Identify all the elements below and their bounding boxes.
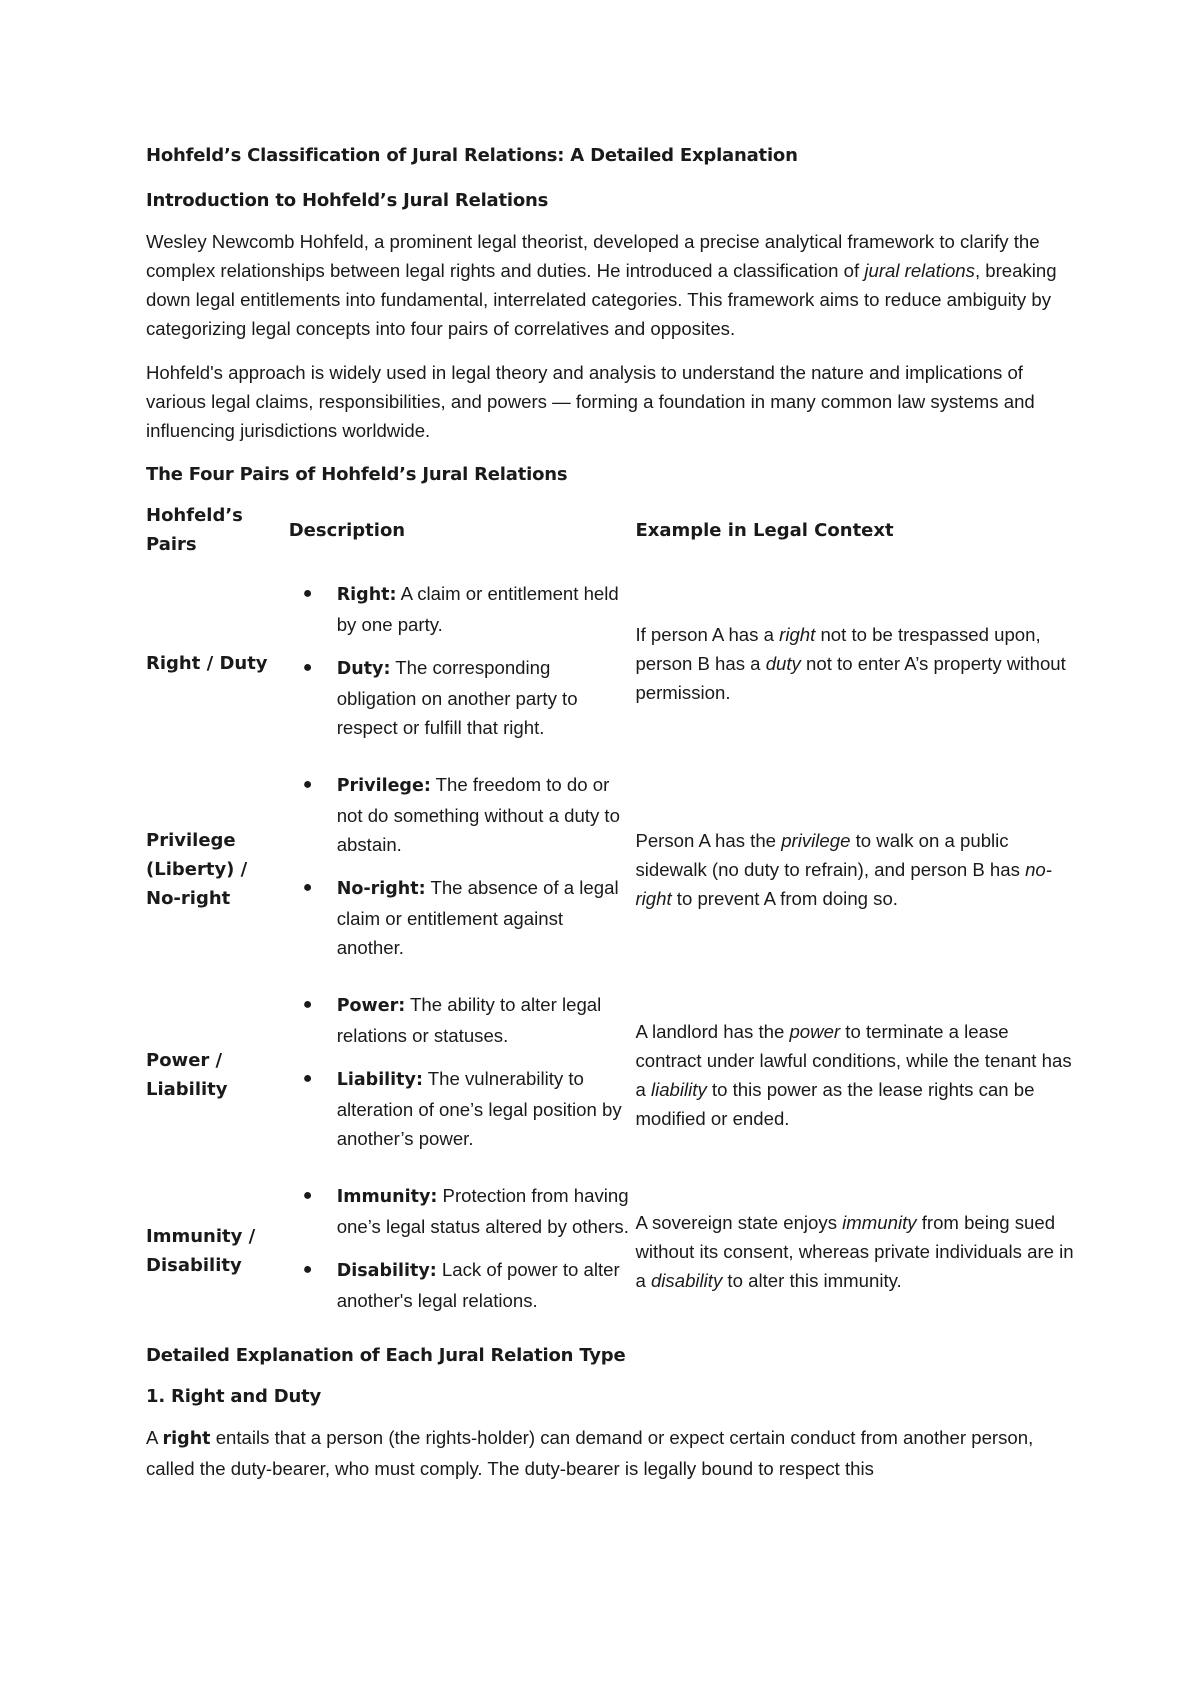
bullet-icon: ● xyxy=(302,1070,313,1087)
example-text: not to enter A’s property without permission. xyxy=(635,653,1066,703)
intro-p1-text-a: Wesley Newcomb Hohfeld, a prominent legal theorist, developed a precise analytical framework to clarify the complex relationships between legal rights and duties. He introduced a classification of xyxy=(146,231,1040,281)
example-text: to alter this immunity. xyxy=(722,1269,902,1291)
example-text: If person A has a xyxy=(635,624,780,645)
list-item xyxy=(289,873,632,962)
term-label: Immunity: xyxy=(336,1187,438,1207)
subsection-1-paragraph xyxy=(146,1423,1066,1483)
bullet-icon: ● xyxy=(302,776,313,793)
header-example: Example in Legal Context xyxy=(635,519,894,541)
term-definition: The corresponding obligation on another party to respect or fulfill that right. xyxy=(336,657,578,738)
table-body xyxy=(146,571,1076,1335)
example-emphasis: no-right xyxy=(635,858,1052,909)
example-text: from being sued without its consent, whereas private individuals are in a xyxy=(635,1211,1074,1291)
pair-cell: Power / Liability xyxy=(146,1049,228,1100)
term-label: Right: xyxy=(336,585,397,605)
bullet-icon: ● xyxy=(302,1187,313,1204)
jural-relations-table xyxy=(146,501,1076,1335)
table-header-row xyxy=(146,501,1076,571)
term-label: Duty: xyxy=(336,659,391,679)
example-cell xyxy=(635,982,1076,1173)
intro-p1-text-b: , breaking down legal entitlements into fundamental, interrelated categories. This framework aims to reduce ambiguity by categorizing legal concepts into four pairs of correlatives and opposites. xyxy=(146,260,1057,339)
header-pairs: Hohfeld’s Pairs xyxy=(146,505,243,555)
description-list xyxy=(289,990,632,1153)
description-cell xyxy=(289,762,636,982)
example-text: to terminate a lease contract under lawful conditions, while the tenant has a xyxy=(635,1020,1072,1100)
term-definition: Protection from having one’s legal status altered by others. xyxy=(336,1185,629,1237)
term-label: Power: xyxy=(336,996,406,1016)
example-text: A landlord has the xyxy=(635,1020,790,1042)
pairs-heading: The Four Pairs of Hohfeld’s Jural Relations xyxy=(146,464,568,485)
example-text: to prevent A from doing so. xyxy=(671,887,898,909)
bullet-icon: ● xyxy=(302,585,313,602)
description-cell xyxy=(289,982,636,1173)
detail-heading: Detailed Explanation of Each Jural Relation Type xyxy=(146,1345,626,1366)
list-item xyxy=(289,579,632,639)
example-text: not to be trespassed upon, person B has a xyxy=(635,624,1041,674)
subsection-1-heading: 1. Right and Duty xyxy=(146,1386,322,1407)
pair-cell: Immunity / Disability xyxy=(146,1226,256,1276)
bullet-icon: ● xyxy=(302,879,313,896)
bullet-icon: ● xyxy=(302,1261,313,1278)
list-item xyxy=(289,770,632,859)
term-definition: The vulnerability to alteration of one’s legal position by another’s power. xyxy=(336,1068,622,1149)
sub1-rest: entails that a person (the rights-holder) can demand or expect certain conduct from another person, called the duty-bearer, who must comply. The duty-bearer is legally bound to respect this xyxy=(146,1427,1034,1479)
term-label: No-right: xyxy=(336,879,426,899)
table-row xyxy=(146,762,1076,982)
description-list xyxy=(289,579,632,742)
description-cell xyxy=(289,571,636,762)
term-label: Liability: xyxy=(336,1070,423,1090)
term-definition: The ability to alter legal relations or statuses. xyxy=(336,994,602,1046)
example-emphasis: disability xyxy=(650,1269,723,1291)
intro-paragraph-1 xyxy=(146,227,1066,343)
intro-heading: Introduction to Hohfeld’s Jural Relations xyxy=(146,190,549,211)
list-item xyxy=(289,1181,632,1241)
example-cell xyxy=(635,571,1076,762)
table-row xyxy=(146,571,1076,762)
example-cell xyxy=(635,1173,1076,1335)
description-list xyxy=(289,1181,632,1315)
bullet-icon: ● xyxy=(302,996,313,1013)
example-emphasis: right xyxy=(779,624,816,645)
term-definition: A claim or entitlement held by one party. xyxy=(336,583,619,635)
table-row xyxy=(146,1173,1076,1335)
term-label: Disability: xyxy=(336,1261,437,1281)
list-item xyxy=(289,653,632,742)
term-definition: The absence of a legal claim or entitlement against another. xyxy=(336,877,619,958)
term-label: Privilege: xyxy=(336,776,431,796)
description-cell xyxy=(289,1173,636,1335)
sub1-lead: A xyxy=(146,1427,163,1448)
example-cell xyxy=(635,762,1076,982)
example-text: Person A has the xyxy=(635,829,782,851)
detail-section xyxy=(146,1341,1066,1483)
example-emphasis: duty xyxy=(765,653,801,674)
sub1-term: right xyxy=(162,1429,211,1449)
term-definition: The freedom to do or not do something without a duty to abstain. xyxy=(336,774,620,855)
intro-p1-emphasis: jural relations xyxy=(864,260,975,281)
table-row xyxy=(146,982,1076,1173)
example-text: to this power as the lease rights can be modified or ended. xyxy=(635,1078,1035,1129)
example-emphasis: immunity xyxy=(842,1211,917,1233)
list-item xyxy=(289,1064,632,1153)
intro-paragraph-2: Hohfeld's approach is widely used in legal theory and analysis to understand the nature and implications of various legal claims, responsibilities, and powers — forming a foundation in many common law systems and influencing jurisdictions worldwide. xyxy=(146,362,1035,441)
document-content xyxy=(146,141,1074,1498)
bullet-icon: ● xyxy=(302,659,313,676)
term-definition: Lack of power to alter another's legal relations. xyxy=(336,1259,620,1311)
example-text: to walk on a public sidewalk (no duty to refrain), and person B has xyxy=(635,829,1026,880)
header-description: Description xyxy=(288,519,406,541)
pair-cell: Right / Duty xyxy=(146,653,268,674)
list-item xyxy=(289,990,632,1050)
example-emphasis: liability xyxy=(650,1078,707,1100)
list-item xyxy=(289,1255,632,1315)
description-list xyxy=(289,770,632,962)
example-emphasis: power xyxy=(789,1020,841,1042)
document-title: Hohfeld’s Classification of Jural Relations: A Detailed Explanation xyxy=(146,145,798,166)
example-text: A sovereign state enjoys xyxy=(635,1211,843,1233)
example-emphasis: privilege xyxy=(781,829,851,851)
pair-cell: Privilege (Liberty) / No-right xyxy=(146,829,248,909)
